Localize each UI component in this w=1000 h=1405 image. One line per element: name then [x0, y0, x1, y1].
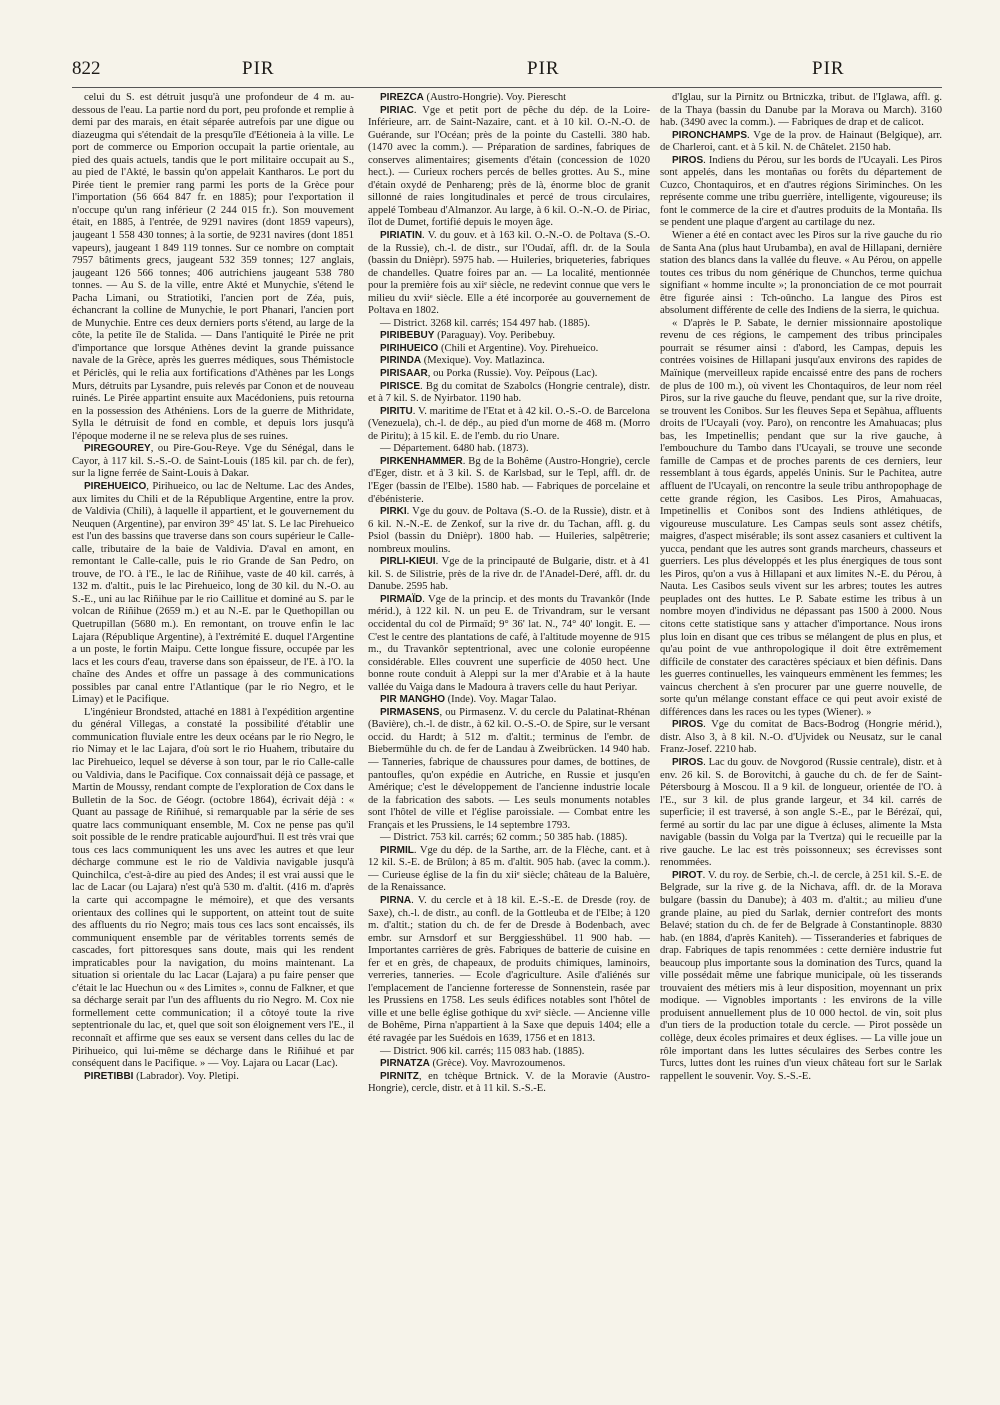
headword: PIRKI	[380, 506, 407, 518]
entry-paragraph: — District. 906 kil. carrés; 115 083 hab. (1885).	[380, 1045, 585, 1057]
headword: PIRMIL	[380, 844, 414, 856]
entry-paragraph: PIRNATZA (Grèce). Voy. Mavrozoumenos.	[380, 1058, 566, 1070]
headword: PIRIATIN	[380, 230, 423, 242]
headword: PIROS	[672, 154, 704, 166]
column-left	[72, 92, 354, 1382]
headword: PIRLI-KIEUI	[380, 556, 436, 568]
entry-paragraph: PIRITU. V. maritime de l'Etat et à 42 kil. O.-S.-O. de Barcelona (Venezuela), ch.-l. de dép., au pied d'un morne de 468 m. (Morro de Piritu); à 15 kil. E. de l'emb. du rio Unare.	[368, 405, 650, 442]
entry-paragraph: PIROS. Lac du gouv. de Novgorod (Russie centrale), distr. et à env. 26 kil. S. de Borovitchi, à gauche du ch. de fer de Saint-Pétersbourg à Moscou. Il a 9 kil. de longueur, orientée de l'O. à l'E., sur 3 kil. de plus grande largeur, et 34 kil. carrés de superficie; il est traversé, à son angle S.-E., par le Bérézaï, qui, fermé au sortir du lac par une digue à écluses, alimente la Msta navigable (bassin du Volga par la Tvertza) qui le recueille par la rive gauche. Le lac est très poissonneux; ses écrevisses sont renommées.	[660, 756, 942, 869]
headword: PIROS	[672, 719, 704, 731]
column-right	[660, 92, 942, 1382]
entry-paragraph: — Département. 6480 hab. (1873).	[380, 443, 529, 455]
headword: PIRITU	[380, 405, 413, 417]
headword: PIRETIBBI	[84, 1070, 134, 1082]
entry-paragraph: PIROS. Indiens du Pérou, sur les bords de l'Ucayali. Les Piros sont appelés, dans les montañas ou forêts du département de Cuzco, Chontaquiros, et en d'autres régions Siriminches. On les représente comme une tribu guerrière, intelligente, vigoureuse; ils font le commerce de la cire et d'autres produits de la Montaña. Ils se pendent une plaque d'argent au cartilage du nez.	[660, 154, 942, 229]
entry-paragraph: PIROT. V. du roy. de Serbie, ch.-l. de cercle, à 251 kil. S.-E. de Belgrade, sur la rive g. de la Nichava, affl. dr. de la Morava bulgare (bassin du Danube); à 403 m. d'altit.; au milieu d'une grande plaine, au pied du Sarlak, dernier contrefort des monts Belavé; station du ch. de fer de Belgrade à Constantinople. 8830 hab. (en 1884, d'après Kaniteh). — Tisseranderies et fabriques de drap. Fabriques de tapis renommées : cette dernière industrie fut beaucoup plus importante sous la domination des Turcs, quand la ville possédait même une fabrique municipale, où les tisserands trouvaient des métiers mis à leur disposition, moyennant un prix modique. — Vignobles importants : les environs de la ville produisent annuellement plus de 10 000 hectol. de vin, soit plus d'un tiers de la production totale du cercle. — Pirot possède un collège, deux écoles primaires et deux églises. — La ville joue un rôle important dans les luttes séculaires des Serbes contre les Turcs, luttes dont les ruines d'un vieux château fort sur le Sarlak rappellent le souvenir. Voy. S.-S.-E.	[660, 869, 942, 1082]
entry-paragraph: PIRMASENS, ou Pirmasenz. V. du cercle du Palatinat-Rhénan (Bavière), ch.-l. de distr., à 62 kil. O.-S.-O. de Spire, sur le versant occid. du Hardt; à 512 m. d'altit.; terminus de l'embr. de Biebermühle du ch. de fer de Landau à Zweibrücken. 14 940 hab. — Tanneries, fabrique de chaussures pour dames, de bottines, de pantoufles, qu'on expédie en Autriche, en Russie et jusqu'en Amérique; c'est le développement de l'ancienne industrie locale de la fabrication des sabots. — Les seuls monuments notables sont l'hôtel de ville et l'église paroissiale. — Combat entre les Français et les Prussiens, le 14 septembre 1793.	[368, 706, 650, 831]
headword: PIRINDA	[380, 355, 422, 367]
headword: PIREGOUREY	[84, 443, 151, 455]
column-middle	[368, 92, 650, 1382]
entry-paragraph: PIREZCA (Austro-Hongrie). Voy. Pierescht	[380, 92, 567, 103]
headword: PIRIHUEICO	[380, 342, 439, 354]
entry-paragraph: PIRONCHAMPS. Vge de la prov. de Hainaut (Belgique), arr. de Charleroi, cant. et à 5 kil. N. de Châtelet. 2150 hab.	[660, 129, 942, 154]
entry-paragraph: « D'après le P. Sabate, le dernier missionnaire apostolique revenu de ces régions, le campement des tribus principales pourrait se résumer ainsi : d'abord, les Campas, depuis les contrées voisines de Hillapani jusqu'aux environs des rapides de Maïnique (merveilleux rapide encaissé entre des pans de rochers de plus de 100 m.), où vivent les Chontaquiros, de leur nom réel Piros, sur la rive gauche du fleuve, pendant que, sur la rive droite, se trouvent les Conibos. Sur les fleuves Sepa et Sepàhua, affluents droits de l'Ucayali (voy. Paro), on rencontre les Amahuacas; plus bas, les Impetinellis; pendant que sur la rive gauche, à l'embouchure du Tambo dans l'Ucayali, se trouve une seconde famille de Campas et de proches parents de ces derniers, leur ressemblant à tous égards, appelés Uninis. Sur le Pachitea, autre affluent de l'Ucayali, on rencontre la seule tribu anthropophage de cette grande région, les Casibos. Les Piros, Amahuacas, Impetinellis et Conibos sont des Indiens athlétiques, de vigoureuse musculature. Les Campas seuls sont assez chétifs, maigres, d'aspect misérable; ils sont assez casaniers et cultivent la yucca, pendant que les autres sont grands marcheurs, chasseurs et guerriers. Les plus développés et les plus énergiques de tous sont les Piros, qu'on a vus à Hillapani et aux limites N.-E. du Pérou, à Nauta. Les Casibos seuls vivent sur les arbres; toutes les autres peuplades ont des huttes. Le P. Sabate estime les tribus à un nombre moyen d'individus ne dépassant pas 1500 à 2000. Nous citons cette statistique sans y attacher d'importance. Nous irons plus loin en disant que ces tribus se mélangent de plus en plus, et qu'au point de vue anthropologique il doit être extrêmement difficile de constater des caractères spéciaux et bien définis. Dans les guerres continuelles, les vainqueurs emmènent les femmes; les vaincus cherchent à s'en procurer par une guerre nouvelle, de sorte qu'un mélange constant efface ce qui peut avoir existé de différences dans les races ou les types (Wiener). »	[660, 317, 942, 718]
entry-paragraph: d'Iglau, sur la Pirnitz ou Brtniczka, tribut. de l'Iglawa, affl. g. de la Thaya (bassin du Danube par la Morava ou March). 3160 hab. (3490 avec la comm.). — Fabriques de drap et de calicot.	[660, 92, 942, 129]
entry-paragraph: PIRKENHAMMER. Bg de la Bohême (Austro-Hongrie), cercle d'Eger, distr. et à 3 kil. S. de Karlsbad, sur le Tepl, affl. dr. de l'Eger (bassin de l'Elbe). 1580 hab. — Fabriques de porcelaine et d'ébénisterie.	[368, 455, 650, 505]
headword: PIRISCE	[380, 380, 421, 392]
entry-paragraph: PIREHUEICO, Pirihueico, ou lac de Neltume. Lac des Andes, aux limites du Chili et de la République Argentine, entre la prov. de Valdivia (Chili), à laquelle il appartient, et le gouvernement du Neuquen (Argentine), par environ 39° 45' lat. S. Le lac Pirehueico est l'un des bassins que traverse dans son cours supérieur le Calle-calle, tributaire de la baie de Valdivia. D'aval en amont, en remontant le Calle-calle, puis le rio Grande de San Pedro, on trouve, de l'O. à l'E., le lac de Riñihue, vaste de 40 kil. carrés, à 132 m. d'altit., puis le lac Pirehueico, long de 30 kil. du N.-O. au S.-E., uni au lac Riñihue par le rio Caillitue et dominé au S. par le volcan de Riñihue (2659 m.) et au N.-E. par le Quethopillan ou Quetrupillan (5680 m.). En remontant, on trouve enfin le lac Lajara (République Argentine), à l'extrémité E. duquel l'Argentine a un poste, le fortin Maipu. Cette longue fissure, occupée par les lacs et les cours d'eau, traverse dans son épaisseur, de l'E. à l'O. la chaîne des Andes et offre un passage à des communications possibles par canal entre l'Atlantique (par le rio Negro, et le Limay) et le Pacifique.	[72, 480, 354, 706]
headword: PIRKENHAMMER	[380, 455, 463, 467]
entry-paragraph: PIRISAAR, ou Porka (Russie). Voy. Peïpous (Lac).	[380, 368, 598, 380]
page-number: 822	[72, 58, 101, 79]
headword: PIRMASENS	[380, 706, 440, 718]
headword: PIR MANGHO	[380, 694, 445, 706]
entry-paragraph: celui du S. est détruit jusqu'à une profondeur de 4 m. au-dessous de l'eau. La partie nord du port, peu profonde et remplie à demi par des marais, en était séparée autrefois par une digue ou diazeugma qui s'étendait de la presqu'île d'Eétioneia à la ville. Le port de commerce ou Emporion occupait la partie orientale, au pied des quais actuels, tandis que le port militaire occupait au S., au pied de l'Akté, le bassin qu'on appelait Kantharos. Le port du Pirée tient le premier rang parmi les ports de la Grèce pour l'importation (56 664 847 fr. en 1885); pour l'exportation il n'occupe qu'un rang inférieur (2 244 015 fr.). Son mouvement était, en 1885, à l'entrée, de 9291 navires (dont 1859 vapeurs), jaugeant 1 558 430 tonnes; à la sortie, de 9231 navires (dont 1851 vapeurs), jaugeant 1 849 119 tonnes. Sur ce nombre on comptait 7957 bâtiments grecs, jaugeant 532 359 tonnes; 127 anglais, jaugeant 126 566 tonnes; 406 autrichiens jaugeant 538 780 tonnes. — Au S. de la ville, entre Akté et Munychie, s'étend le Pacha Limani, ou Stratiotiki, l'ancien port de Zéa, puis, échancrant la colline de Munychie, le port Phanari, l'ancien port de Munychie. Entre ces deux derniers ports s'étend, au large de la côte, la petite île de Stalida. — Dans l'antiquité le Pirée ne prit d'importance que lorsque Athènes devint la grande puissance navale de la Grèce, après les guerres médiques, sous Thémistocle et Périclès, qui le relia aux fortifications d'Athènes par les Longs Murs, détruits par Lysandre, puis relevés par Conon et de nouveau ruinés. Le Pirée appartint ensuite aux Macédoniens, puis retourna en la possession des Athéniens. Lors de la guerre de Mithridate, Sylla le détruisit de fond en comble, et depuis lors jusqu'à l'époque moderne il ne se releva plus de ses ruines.	[72, 92, 354, 442]
entry-paragraph: — District. 753 kil. carrés; 62 comm.; 50 385 hab. (1885).	[380, 832, 628, 844]
entry-paragraph: PIRISCE. Bg du comitat de Szabolcs (Hongrie centrale), distr. et à 7 kil. S. de Nyirbator. 1190 hab.	[368, 380, 650, 405]
entry-paragraph: PIRNA. V. du cercle et à 18 kil. E.-S.-E. de Dresde (roy. de Saxe), ch.-l. de distr., au confl. de la Gottleuba et de l'Elbe; à 120 m. d'altit.; station du ch. de fer de Dresde à Bodenbach, avec embr. sur Arnsdorf et sur Berggiesshübel. 11 900 hab. — Importantes carrières de grès. Fabriques de batterie de cuisine en fer et en grès, de chapeaux, de produits chimiques, laminoirs, verreries, tanneries. — Ecole d'agriculture. Asile d'aliénés sur l'emplacement de l'ancienne forteresse de Sonnenstein, rasée par les Prussiens en 1758. Les seuls édifices notables sont l'hôtel de ville et une belle église gothique du xviᵉ siècle. — Ancienne ville de Bohême, Pirna n'appartient à la Saxe que depuis 1404; elle a été ravagée par les Suédois en 1639, 1756 et en 1813.	[368, 895, 650, 1045]
headword: PIRNATZA	[380, 1058, 430, 1070]
entry-paragraph: PIRETIBBI (Labrador). Voy. Pletipi.	[84, 1070, 239, 1082]
headword: PIRNA	[380, 895, 412, 906]
headword: PIRMAÏD	[380, 593, 423, 605]
entry-paragraph: PIRINDA (Mexique). Voy. Matlazinca.	[380, 355, 545, 367]
entry-paragraph: PIROS. Vge du comitat de Bacs-Bodrog (Hongrie mérid.), distr. Also 3, à 8 kil. N.-O. d'Ujvidek ou Neusatz, sur le canal Franz-Josef. 2210 hab.	[660, 719, 942, 756]
headword: PIREHUEICO	[84, 480, 147, 492]
running-head-center: PIR	[527, 58, 560, 79]
header-rule	[72, 87, 942, 88]
entry-paragraph: Wiener a été en contact avec les Piros sur la rive gauche du rio de Santa Ana (plus haut Urubamba), en aval de Hillapani, dernière station des blancs dans la vallée du fleuve. « Au Pérou, on appelle toutes ces tribus du nom générique de Chunchos, terme quichua signifiant « homme inculte »; la prononciation de ce mot pourrait être figurée ainsi : Tch-oûncho. La langue des Piros est absolument différente de celle des Indiens de la sierra, le quichua.	[660, 230, 942, 317]
headword: PIROS	[672, 756, 704, 768]
entry-paragraph: L'ingénieur Brondsted, attaché en 1881 à l'expédition argentine du général Villegas, a constaté la possibilité d'établir une communication fluviale entre les deux océans par le rio Negro, le rio Nimay et le lac Lajara, d'où sort le rio Huahem, tributaire du lac Pirehueico, lequel se déverse à son tour, par le rio Calle-calle ou Valdivia, dans le Pacifique. Cox connaissait déjà ce passage, et Martin de Moussy, rendant compte de l'exploration de Cox dans le Bulletin de la Soc. de Géogr. (octobre 1864), écrivait déjà : « Quant au passage de Riñihué, si remarquable par la série de ses quatre lacs communiquant ensemble, M. Cox ne pense pas qu'il soit possible de le rendre praticable aujourd'hui. Il est très vrai que tous ces lacs communiquent les uns avec les autres et que leur décharge commune est le rio de Valdivia navigable jusqu'à Quinchilca, c'est-à-dire au pied des Andes; il est vrai aussi que le lac de Lacar (ou Lajara) n'est qu'à 530 m. d'altit. (416 m. d'après la carte qui accompagne le mémoire), et que des versants orientaux des collines qui le supportent, on atteint tout de suite des affluents du rio Negro; mais tous ces lacs sont encaissés, ils communiquent ensemble par de véritables torrents semés de cascades, fort pittoresques sans doute, mais qui les rendent impraticables pour la navigation, du moins maintenant. La situation si orientale du lac Lacar (Lajara) a pu faire penser que c'était le lac Huechun ou « des Limites », connu de Falkner, et que sa décharge serait par l'un des affluents du rio Negro. M. Cox nie formellement cette communication; il a côtoyé toute la rive septentrionale du lac, et, quel que soit son éloignement vers l'E., il reconnaît et affirme que ses eaux se versent dans celles du lac de Pirihueico, qui lui-même se décharge dans le Riñihué et par conséquent dans le Pacifique. » — Voy. Lajara ou Lacar (Lac).	[72, 706, 354, 1070]
headword: PIRIBEBUY	[380, 330, 435, 342]
headword: PIREZCA	[380, 92, 424, 103]
headword: PIROT	[672, 869, 703, 881]
entry-paragraph: PIRIBEBUY (Paraguay). Voy. Peribebuy.	[380, 330, 556, 342]
entry-paragraph: PIREGOUREY, ou Pire-Gou-Reye. Vge du Sénégal, dans le Cayor, à 117 kil. S.-S.-O. de Saint-Louis (185 kil. par ch. de fer), sur la ligne ferrée de Saint-Louis à Dakar.	[72, 443, 354, 480]
running-head-right: PIR	[812, 58, 845, 79]
running-head-left: PIR	[242, 58, 275, 79]
headword: PIRONCHAMPS	[672, 129, 748, 141]
entry-paragraph: PIRNITZ, en tchèque Brtnick. V. de la Moravie (Austro-Hongrie), cercle, distr. et à 11 kil. S.-S.-E.	[368, 1070, 650, 1095]
headword: PIRISAAR	[380, 368, 428, 380]
entry-paragraph: PIRMIL. Vge du dép. de la Sarthe, arr. de la Flèche, cant. et à 12 kil. S.-E. de Brûlon; à 85 m. d'altit. 905 hab. (avec la comm.). — Curieuse église de la fin du xiiᵉ siècle; château de la Baluère, de la Renaissance.	[368, 844, 650, 894]
entry-paragraph: PIRMAÏD. Vge de la princip. et des monts du Travankôr (Inde mérid.), à 122 kil. N. un peu E. de Trivandram, sur le versant occidental du col de Pirmaïd; 9° 36' lat. N., 74° 40' longit. E. — C'est le centre des plantations de café, à l'altitude moyenne de 915 m., du Travankôr septentrional, avec une colonie européenne considérable. Elles couvrent une superficie de 4050 hect. Une bonne route conduit à Aleppi sur la mer d'Arabie et à la haute vallée du Vaiga dans le Madoura à travers celle du haut Periyar.	[368, 593, 650, 693]
entry-paragraph: PIRIHUEICO (Chili et Argentine). Voy. Pirehueico.	[380, 342, 599, 354]
entry-paragraph: PIRLI-KIEUI. Vge de la principauté de Bulgarie, distr. et à 41 kil. S. de Silistrie, près de la rive dr. de l'Anadel-Deré, affl. dr. du Danube. 2595 hab.	[368, 556, 650, 593]
entry-paragraph: — District. 3268 kil. carrés; 154 497 hab. (1885).	[380, 317, 591, 329]
entry-paragraph: PIR MANGHO (Inde). Voy. Magar Talao.	[380, 694, 557, 706]
entry-paragraph: PIRIAC. Vge et petit port de pêche du dép. de la Loire-Inférieure, arr. de Saint-Nazaire, cant. et à 10 kil. O.-N.-O. de Guérande, sur l'Océan; près de la pointe du Castelli. 380 hab. (1470 avec la comm.). — Préparation de sardines, fabriques de conserves alimentaires; gisements d'étain (concession de 1020 hect.). — Curieux rochers percés de belles grottes. Au S., mine d'étain oxydé de Penhareng; près de là, énorme bloc de granit sillonné de raies longitudinales et percé de trous circulaires, appelé Tombeau d'Almanzor. Au large, à 6 kil. O.-N.-O. de Piriac, îlot de Dumet, fortifié depuis le moyen âge.	[368, 104, 650, 229]
headword: PIRIAC	[380, 104, 414, 116]
entry-paragraph: PIRKI. Vge du gouv. de Poltava (S.-O. de la Russie), distr. et à 6 kil. N.-N.-E. de Zenkof, sur la rive dr. du Tachan, affl. g. du Psiol (bassin du Dnièpr). 1800 hab. — Huileries, salpêtrerie; nombreux moulins.	[368, 506, 650, 555]
entry-paragraph: PIRIATIN. V. du gouv. et à 163 kil. O.-N.-O. de Poltava (S.-O. de la Russie), ch.-l. de distr., sur l'Oudaï, affl. dr. de la Soula (bassin du Dnièpr). 5975 hab. — Huileries, briqueteries, fabriques de chandelles. Quatre foires par an. — La localité, mentionnée pour la première fois au xiiᵉ siècle, ne redevint connue que vers le milieu du xviiᵉ siècle. Elle a été incorporée au gouvernement de Poltava en 1802.	[368, 230, 650, 317]
running-header	[72, 58, 942, 86]
headword: PIRNITZ	[380, 1070, 419, 1082]
